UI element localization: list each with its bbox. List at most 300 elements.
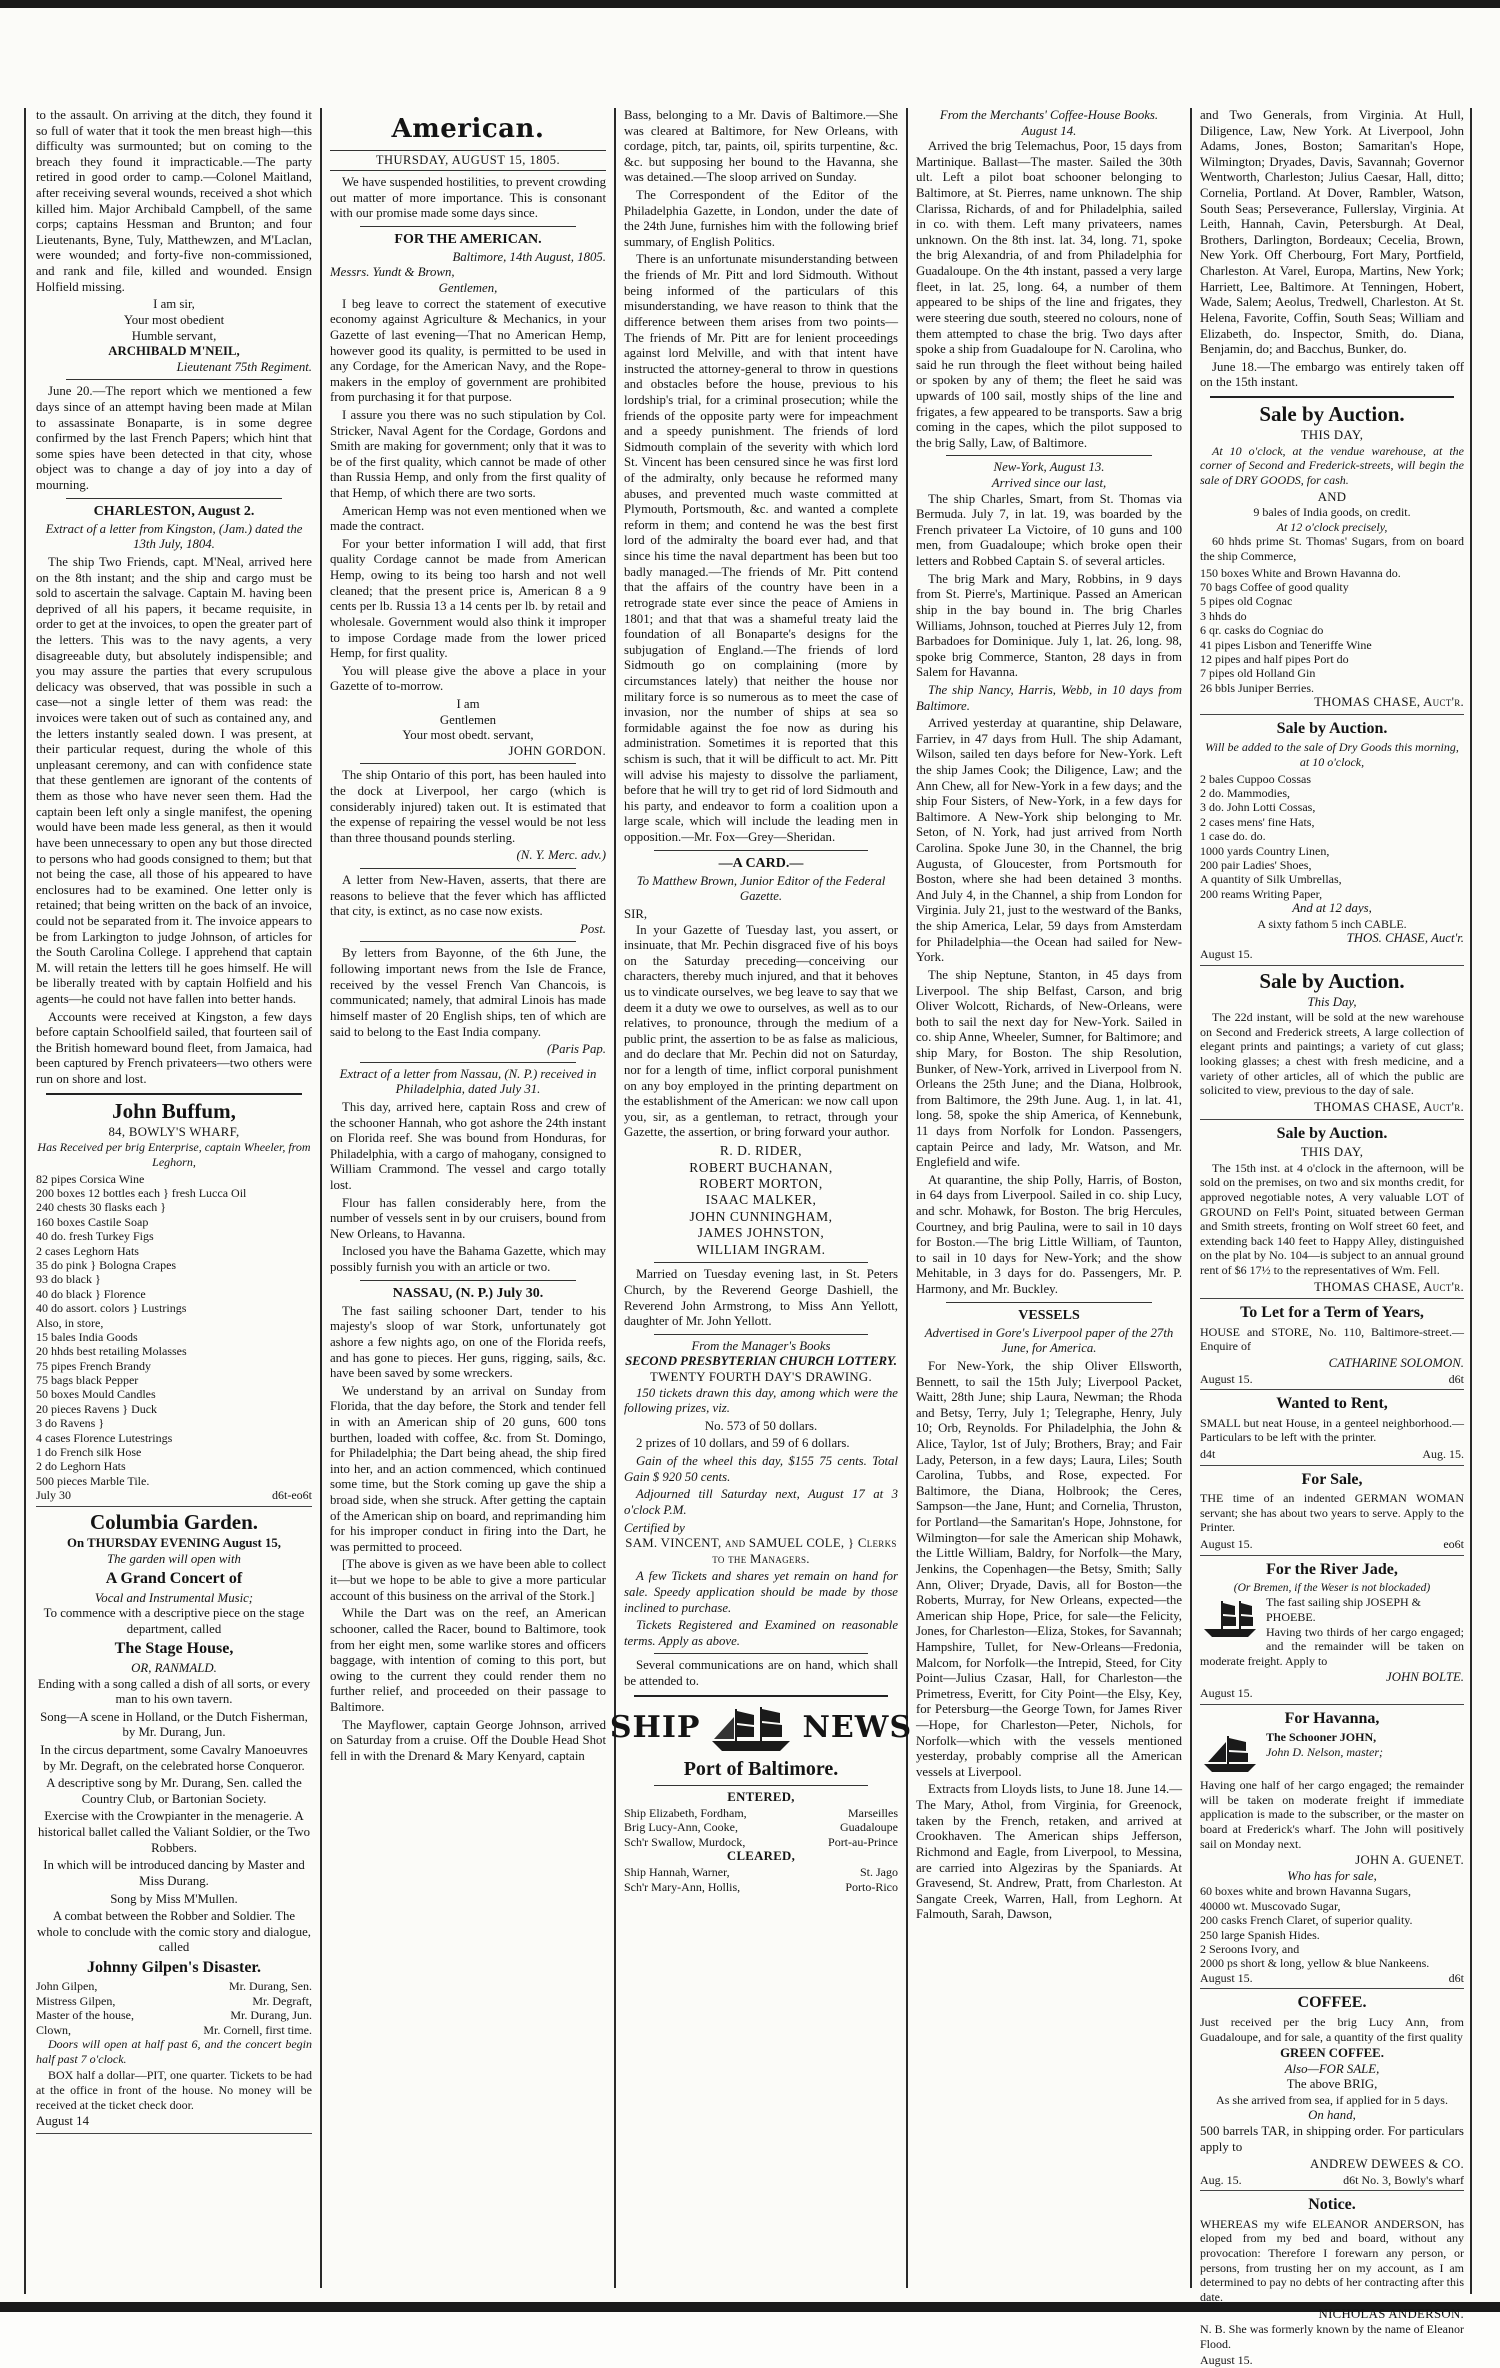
lottery-text: No. 573 of 50 dollars. (704, 1418, 818, 1433)
auction-text: 60 hhds prime St. Thomas' Sugars, from on board the ship Commerce, (1200, 534, 1464, 564)
havanna-master: John D. Nelson, master; (1266, 1744, 1383, 1759)
garden-text: To commence with a descriptive piece on the stage department, called (43, 1606, 305, 1636)
ny-paragraph: The ship Charles, Smart, from St. Thomas via Bermuda. July 7, in lat. 19, was boarded by the French privateer La Victoire, of 10 guns and 100 men, from Guadaloupe; which broke open their letters and Robbed Captain S. of several articles. (916, 491, 1182, 569)
wanted-text: SMALL but neat House, in a genteel neighborhood.—Particulars to be left with the printer. (1200, 1415, 1464, 1445)
lottery-text: 2 prizes of 10 dollars, and 59 of 6 dollars. (636, 1436, 850, 1451)
suspended-paragraph: We have suspended hostilities, to prevent crowding out matter of more importance. This is consonant with our promise made some days since. (330, 174, 606, 221)
column-3 (609, 108, 913, 2288)
gilpin-cast-list (36, 1979, 312, 2037)
nassau-paragraph: This day, arrived here, captain Ross and crew of the schooner Hannah, who got ashore the 24th instant on Florida reef. She was bound from Honduras, for Philadelphia, with a cargo of mahogany, consigned to William Crammond. The vessel and cargo totally lost. (330, 1099, 606, 1192)
for-sale-text: THE time of an indented GERMAN WOMAN servant; she has about two years to serve. Apply to the Printer. (1200, 1491, 1464, 1535)
communications-note: Several communications are on hand, which shall be attended to. (624, 1658, 898, 1688)
paper-title: American. (391, 114, 545, 144)
coffee-text: As she arrived from sea, if applied for in 5 days. (1216, 2093, 1448, 2108)
auction-text: The 22d instant, will be sold at the new warehouse on Second and Frederick streets, A large collection of elegant prints and paintings; a variety of cut glass; looking glasses; a chest with fresh medicine, and a variety of other articles, all of which the public are solicited to view, previous to the day of sale. (1200, 1010, 1464, 1098)
notice-sign: NICHOLAS ANDERSON. (1318, 2306, 1464, 2321)
vessel-row-name: Ship Hannah, Warner, (624, 1865, 730, 1880)
entered-heading: ENTERED, (727, 1789, 795, 1804)
charleston-dateline: CHARLESTON, August 2. (93, 503, 255, 519)
list-item: 2 bales Cuppoo Cossas (1200, 771, 1311, 786)
garden-date-footer: August 14 (36, 2114, 89, 2129)
to-let-sign: CATHARINE SOLOMON. (1328, 1356, 1464, 1371)
auction-text: At 12 o'clock precisely, (1276, 519, 1388, 534)
telemachus-paragraph: Arrived the brig Telemachus, Poor, 15 days from Martinique. Ballast—The master. Sailed the 30th ult. Left a pilot boat schooner belonging to Baltimore, at St. Pierres, name unknown. The ship Clarissa, Richards, of and for Philadelphia, sailed in co. with them. Left many privateers, names unknown. On the 8th inst. lat. 34, long. 71, spoke the brig Alexandria, of and from Philadelphia for Guadaloupe. On the 4th instant, passed a very large fleet, in lat. 25, long. 64, a number of them appeared to be ships of the line and frigates, they were steering due south, steered no colours, none of them attempted to chase the brig. Two days after spoke a ship from Guadaloupe for N. Carolina, who said he run through the fleet without being hailed or spoken by any of them; the fleet he said was upwards of 100 sail, mostly ships of the line and frigates, a few appeared to be transports. Saw a brig coming in the capes, which the pilot supposed to the brig Sally, Law, of Baltimore. (916, 139, 1182, 450)
list-item: Also, in store, (36, 1315, 104, 1330)
auction-sign: THOMAS CHASE, Auct'r. (1314, 695, 1464, 710)
nassau-paragraph: The fast sailing schooner Dart, tender to his majesty's sloop of war Stork, unfortunately got ashore a few nights ago, on one of the Florida reefs, and has gone to pieces. Her guns, rigging, sails, &c. have been saved by some wreckers. (330, 1303, 606, 1381)
closing-line: Humble servant, (131, 328, 217, 343)
coffee-text: Just received per the brig Lucy Ann, from Guadaloupe, and for sale, a quantity of the first quality (1200, 2014, 1464, 2044)
auction-text: At 10 o'clock, at the vendue warehouse, at the corner of Second and Frederick-streets, will begin the sale of DRY GOODS, for cash. (1200, 443, 1464, 487)
assault-paragraph: to the assault. On arriving at the ditch, they found it so full of water that it took the men breast high—this difficulty was surmounted; but on coming to the breach they found it impracticable.—The party retired in good order to camp.—Colonel Maitland, after receiving several wounds, received a shot which killed him. Major Archibald Campbell, of the same corps; captains Hessman and Brunton; and four Lieutenants, Byne, Tuly, Matthewzen, and M'Laclan, were wounded; and forty-five non-commissioned, and rank and file, killed and wounded. Ensign Holfield missing. (36, 108, 312, 294)
cast-row-detail: Mr. Durang, Jun. (230, 2008, 312, 2023)
married-paragraph: Married on Tuesday evening last, in St. Peters Church, by the Reverend George Dashiell, the Reverend John Armstrong, to Miss Ann Yellott, daughter of Mr. John Yellott. (624, 1267, 898, 1329)
garden-stage-sub: OR, RANMALD. (131, 1660, 217, 1675)
source-note: Post. (580, 921, 606, 936)
list-item: 93 do black } (36, 1272, 101, 1287)
list-item: 70 bags Coffee of good quality (1200, 580, 1349, 595)
ny-paragraph: The ship Neptune, Stanton, in 45 days from Liverpool. The ship Belfast, Carson, and brig Oliver Wolcott, Richards, of New-Orleans, were both to sail the next day for New-York. Sailed in co. ship Anne, Wheeler, Sumner, for Baltimore; and ship Mary, for Boston. The ship Resolution, Bunker, of New-York, arrived in Liverpool from N. Orleans the 25th June; and the Diana, Holbrook, from Baltimore, the 29th June. Aug. 1, in lat. 41, long. 58, spoke the ship America, of Kennebunk, 11 days from Norfolk for London. Passengers, captain Peirce and lady, Mr. Watson, and Mr. Englefield and wife. (916, 967, 1182, 1170)
scan-edge-top (0, 0, 1500, 8)
ship-news-right: NEWS (802, 1710, 913, 1746)
vessel-row-name: Brig Lucy-Ann, Cooke, (624, 1820, 738, 1835)
divider (946, 455, 1152, 456)
list-item: 200 pair Ladies' Shoes, (1200, 857, 1312, 872)
auction-sign: THOMAS CHASE, Auct'r. (1314, 1099, 1464, 1114)
list-item: 1 case do. do. (1200, 829, 1266, 844)
list-item: 82 pipes Corsica Wine (36, 1171, 145, 1186)
divider (946, 1302, 1152, 1303)
vessel-row-detail: Porto-Rico (845, 1879, 898, 1894)
kingston-extract-title: Extract of a letter from Kingston, (Jam.) dated the 13th July, 1804. (45, 521, 303, 552)
divider (66, 379, 282, 380)
source-note: (Paris Pap. (546, 1042, 606, 1057)
letter-recipient: Messrs. Yundt & Brown, (330, 265, 455, 280)
list-item: 2 cases Leghorn Hats (36, 1243, 139, 1258)
auction-ad-1 (1200, 403, 1464, 715)
hemp-paragraph: I beg leave to correct the statement of executive economy against Agriculture & Mechanics, in your Gazette of last evening—That no American Hemp, however good its quality, is permitted to be used in any Cordage, for the American Navy, and the Rope-makers in the employ of government are prohibited from purchasing it for that purpose. (330, 296, 606, 405)
list-item: 40 do. fresh Turkey Figs (36, 1229, 154, 1244)
nassau-dateline: NASSAU, (N. P.) July 30. (392, 1285, 544, 1301)
havanna-footer (1200, 1971, 1464, 1986)
divider (66, 498, 282, 499)
to-let-footer (1200, 1372, 1464, 1387)
coffee-house-date: August 14. (1021, 123, 1077, 138)
buffum-intro: Has Received per brig Enterprise, captain Wheeler, from Leghorn, (37, 1140, 311, 1169)
garden-date: On THURSDAY EVENING August 15, (67, 1535, 281, 1550)
garden-text: Song—A scene in Holland, or the Dutch Fisherman, by Mr. Durang, Jun. (40, 1709, 308, 1740)
list-item: 26 bbls Juniper Berries. (1200, 680, 1314, 695)
havanna-date: August 15. (1200, 1970, 1253, 1985)
garden-ad (36, 1511, 312, 2134)
cast-row (36, 2008, 312, 2022)
to-let-mark: d6t (1448, 1371, 1464, 1386)
auction-title: Sale by Auction. (1259, 968, 1405, 993)
divider (654, 1653, 868, 1654)
list-item: 35 do pink } Bologna Crapes (36, 1257, 177, 1272)
card-paragraph: In your Gazette of Tuesday last, you assert, or insinuate, that Mr. Pechin disgraced five of his boys on the Saturday preceding—conceiving our characters, thereby much injured, and that it behoves us to vindicate ourselves, we beg leave to say that we deem it a duty we owe to ourselves, as well as to our relatives, to pronounce, through the medium of a public print, the assertion to be as false as malicious, and do declare that Mr. Pechin did not on Saturday, nor for a length of time, inflict corporal punishment on any boy employed in the printing department on the establishment of the American: we now call upon you, sir, as a gentleman, to retract, through your Gazette, the assertion, or bring forward your author. (624, 922, 898, 1140)
coffee-house-source: From the Merchants' Coffee-House Books. (939, 108, 1159, 122)
card-recipient: To Matthew Brown, Junior Editor of the Federal Gazette. (636, 873, 886, 904)
divider (634, 1695, 888, 1697)
buffum-title: John Buffum, (112, 1098, 236, 1123)
cast-row (36, 2023, 312, 2037)
coffee-tar: 500 barrels TAR, in shipping order. For particulars apply to (1200, 2123, 1464, 2155)
auction-title: Sale by Auction. (1259, 401, 1405, 426)
cast-row-name: John Gilpen, (36, 1979, 98, 1994)
vessel-row (624, 1880, 898, 1895)
list-item: 15 bales India Goods (36, 1329, 138, 1344)
river-jade-sub: (Or Bremen, if the Weser is not blockaded) (1233, 1582, 1431, 1595)
garden-text: Ending with a song called a dish of all sorts, or every man to his own tavern. (37, 1676, 311, 1707)
bass-paragraph: Bass, belonging to a Mr. Davis of Baltimore.—She was cleared at Baltimore, for New Orleans, with cordage, pitch, tar, paints, oil, spirits turpentine, &c. &c. but supposing her bound to the Havanna, she was detained.—The sloop arrived on Sunday. (624, 108, 898, 185)
auction-text: And at 12 days, (1292, 901, 1372, 916)
column-5 (1192, 108, 1472, 2368)
vessel-row-detail: Guadaloupe (840, 1820, 898, 1835)
list-item: 250 large Spanish Hides. (1200, 1927, 1320, 1942)
cast-row-detail: Mr. Degraft, (252, 1993, 312, 2008)
coffee-hand: On hand, (1308, 2107, 1356, 2122)
list-item: 40 do assort. colors } Lustrings (36, 1301, 187, 1316)
coffee-date: Aug. 15. (1200, 2172, 1242, 2187)
closing-line: I am (456, 696, 480, 711)
list-item: 7 pipes old Holland Gin (1200, 666, 1316, 681)
for-sale-mark: eo6t (1443, 1537, 1464, 1552)
auction-sign: THOMAS CHASE, Auct'r. (1314, 1279, 1464, 1294)
list-item: 150 boxes White and Brown Havanna do. (1200, 565, 1401, 580)
entered-list (624, 1806, 898, 1850)
coffee-brig: The above BRIG, (1286, 2077, 1378, 2092)
nassau-paragraph: We understand by an arrival on Sunday from Florida, that the day before, the Stork and tender fell in with an American ship of 20 guns, 600 tons burthen, loaded with coffee, &c. from St. Domingo, for Philadelphia; the Dart being ahead, the ship fired into her, and an action commenced, which continued some time, but the Stork coming up gave the ship a broad side, when she struck. After getting the captain of the American ship on board, and reprimanding him for his improper conduct in firing into the Dart, he was permitted to proceed. (330, 1383, 606, 1554)
wanted-ad (1200, 1394, 1464, 1465)
coffee-ad (1200, 1993, 1464, 2191)
coffee-title: COFFEE. (1297, 1994, 1367, 2012)
auction-ad-3 (1200, 970, 1464, 1120)
auction-sign: THOS. CHASE, Auct'r. (1346, 931, 1464, 946)
garden-text: In the circus department, some Cavalry Manoeuvres by Mr. Degraft, on the celebrated horse Conqueror. (40, 1743, 308, 1773)
wanted-date: Aug. 15. (1422, 1447, 1464, 1462)
garden-text: Exercise with the Crowpianter in the menagerie. A historical ballet called the Valiant Soldier, or the Two Robbers. (37, 1809, 311, 1855)
divider (360, 226, 576, 227)
ship-icon (1200, 1597, 1260, 1641)
card-signatories (624, 1143, 898, 1258)
signatory-name: JAMES JOHNSTON, (697, 1225, 825, 1241)
wanted-title: Wanted to Rent, (1276, 1395, 1388, 1413)
auction-day: THIS DAY, (1300, 1145, 1364, 1160)
divider (360, 868, 576, 869)
river-jade-date: August 15. (1200, 1686, 1253, 1700)
buffum-date: July 30 (36, 1488, 72, 1503)
lottery-clerks: SAM. VINCENT, and SAMUEL COLE, } Clerks to the Managers. (625, 1536, 897, 1566)
lottery-source: From the Manager's Books (691, 1338, 831, 1353)
notice-ad (1200, 2195, 1464, 2368)
notice-text: WHEREAS my wife ELEANOR ANDERSON, has eloped from my bed and board, without any provocation: Therefore I forewarn any person, or persons, from trusting her on my account, as I am determined to pay no debts of her contracting after this date. (1200, 2216, 1464, 2304)
list-item: 200 reams Writing Paper, (1200, 886, 1323, 901)
auction-text: The 15th inst. at 4 o'clock in the afternoon, will be sold on the premises, on two and six months credit, for approved negotiable notes, A very valuable LOT of GROUND on Fell's Point, situated between German and Smith streets, fronting on Wolf street 60 feet, and extending back 140 feet to Happy Alley, distinguished on the plat by No. 104—is subject to an annual ground rent of $6 17½ to the representatives of Wm. Fell. (1200, 1160, 1464, 1278)
signatory-name: ROBERT MORTON, (699, 1176, 823, 1192)
vessel-row (624, 1865, 898, 1880)
nassau-paragraph: The Mayflower, captain George Johnson, arrived on Saturday from a cruise. Off the Double Head Shot fell in with the Drenard & Mary Kenyard, captain (330, 1717, 606, 1763)
buffum-ad (36, 1100, 312, 1507)
havanna-mark: d6t (1448, 1970, 1464, 1985)
garden-concert: A Grand Concert of (105, 1570, 243, 1588)
lottery-text: 150 tickets drawn this day, among which were the following prizes, viz. (624, 1385, 898, 1416)
list-item: 3 hhds do (1200, 608, 1247, 623)
list-item: 1 do French silk Hose (36, 1445, 142, 1460)
auction-date: August 15. (1200, 946, 1253, 961)
ny-paragraph: The brig Mark and Mary, Robbins, in 9 days from St. Pierre's, Martinique. Passed an American ship in the bay bound in. The brig Charles Williams, Johnson, touched at Pierres July 12, from Barbadoes for Dominique. July 1, lat. 26, long. 98, spoke brig Commerce, Stanton, 28 days in from Salem for Havanna. (916, 571, 1182, 680)
havanna-item-list (1200, 1884, 1464, 1970)
garden-open: The garden will open with (107, 1551, 241, 1566)
nassau-paragraph: [The above is given as we have been able to collect it—but we hope to be able to give a more particular account of this business on the arrival of the Stork.] (330, 1557, 606, 1603)
auction-day: THIS DAY, (1300, 428, 1364, 443)
coffee-mark: d6t No. 3, Bowly's wharf (1343, 2172, 1464, 2187)
source-note: (N. Y. Merc. adv.) (516, 848, 606, 863)
list-item: 160 boxes Castile Soap (36, 1214, 149, 1229)
list-item: 75 pipes French Brandy (36, 1358, 151, 1373)
river-jade-text: Having two thirds of her cargo engaged; and the remainder will be taken on moderate freight. Apply to (1200, 1624, 1464, 1668)
for-sale-title: For Sale, (1301, 1470, 1363, 1488)
list-item: 2 do. Mammodies, (1200, 785, 1290, 800)
buffum-item-list (36, 1172, 312, 1489)
closing-line: I am sir, (153, 297, 195, 312)
letter-date: Baltimore, 14th August, 1805. (452, 249, 606, 264)
list-item: 3 do. John Lotti Cossas, (1200, 800, 1316, 815)
divider (654, 1262, 868, 1263)
list-item: 5 pipes old Cognac (1200, 594, 1293, 609)
generals-paragraph: and Two Generals, from Virginia. At Hull, Diligence, Law, New York. At Liverpool, John Adams, Jones, Boston; Samaritan's Hope, Wilmington; Dryades, Davis, Savannah; Governor Wentworth, Charleston; Julius Caesar, Hall, ditto; Cornelia, Portland. At Dover, Rambler, Watson, South Seas; Perseverance, Fullerslay, Virginia. At Leith, Hannah, Cavin, Petersburgh. At Deal, Brothers, Darlington, Bordeaux; Cecelia, Brown, New York. Off Cherbourg, Fort Mary, Portfield, Charleston. At Varel, Europa, Martins, New York; Harriett, Lee, Baltimore. At Tenningen, Hobert, Wade, Salem; Aeolus, Tredwell, Charleston. At St. Helena, Favorite, Coffin, South Seas; William and Elizabeth, do. Inspector, Smith, do. Diana, Benjamin, do; and Bacchus, Bunker, do. (1200, 108, 1464, 357)
for-sale-ad (1200, 1470, 1464, 1556)
list-item: 2000 ps short & long, yellow & blue Nankeens. (1200, 1956, 1430, 1971)
coffee-green: GREEN COFFEE. (1280, 2046, 1384, 2061)
divider (360, 763, 576, 764)
signatory-name: ISAAC MALKER, (705, 1192, 817, 1208)
list-item: 200 casks French Claret, of superior quality. (1200, 1913, 1413, 1928)
wanted-footer (1200, 1447, 1464, 1462)
auction-and: AND (1317, 489, 1347, 504)
auction-ad-4 (1200, 1124, 1464, 1300)
kingston-paragraph: The ship Two Friends, capt. M'Neal, arrived here on the 8th instant; and the ship and cargo must be sold to ascertain the salvage. Captain M. having been deprived of all his papers, it became requisite, in order to get at the invoices, to open the greater part of the letters. This was to the navy agents, a very disagreeable duty, but absolutely indispensible; and you may assure the parties that every scrupulous delicacy was observed, that was possible in such a case—not a single letter of them was read: the invoices were taken out of such as contained any, and the letters instantly sealed down. I was present, at their particular request, during the whole of this unpleasant ceremony, and can with confidence state that these gentlemen are ignorant of the contents of them as those who have never seen them. Had the captain been left only a single manifest, the opening would have been made less general, as then it would have been unnecessary to open any but those directed to persons who had goods consigned to them; but that not being the case, all those of his appeared to have enclosures had to be examined. One letter only is retained; that being written on the back of an invoice, could not be separated from it. The invoice appears to be from Larkington to judge Johnson, of articles for the South Carolina College. I apprehend that captain M. will retain the letters till he goes himself. He will be liberally treated with by captain Holfield and his agents—he could not have fallen into better hands. (36, 554, 312, 1006)
garden-text: Song by Miss M'Mullen. (110, 1891, 238, 1906)
signatory-name: R. D. RIDER, (719, 1143, 803, 1159)
hemp-paragraph: I assure you there was no such stipulation by Col. Stricker, Naval Agent for the Cordage, Gordons and Smith are making for government; only that it was to be of the first quality, which cannot be made of other than Russia Hemp, and only from the first quality of that Hemp, of which there are two sorts. (330, 407, 606, 501)
vessel-row-detail: Port-au-Prince (828, 1834, 898, 1849)
lottery-title: SECOND PRESBYTERIAN CHURCH LOTTERY. (625, 1354, 897, 1369)
lottery-certified: Certified by (624, 1520, 685, 1535)
ny-paragraph: At quarantine, the ship Polly, Harris, of Boston, in 64 days from Liverpool. Sailed in co. ship Lucy, and schr. Mohawk, for Boston. The brig Hercules, Courtney, and brig Paulina, were to sail in 10 days for Boston.—The brig Little William, of Taunton, to sail in 10 days for New-York; and the show Mehitable, in 3 days for do. Passengers, Mr. P. Harmony, and Mr. Buckley. (916, 1172, 1182, 1297)
lottery-text: A few Tickets and shares yet remain on hand for sale. Speedy application should be made by those inclined to purchase. (624, 1569, 898, 1615)
for-sale-footer (1200, 1537, 1464, 1552)
ship-news-banner (609, 1703, 913, 1755)
havanna-ad (1200, 1709, 1464, 1990)
list-item: 2 cases mens' fine Hats, (1200, 814, 1315, 829)
lloyds-paragraph: Extracts from Lloyds lists, to June 18. June 14.—The Mary, Athol, from Virginia, for Greenock, taken by the French, retaken, and arrived at Crookhaven. The American ships Jefferson, Richmond and Eagle, from Liverpool, to Messina, are carried into Algeziras by the Spaniards. At Gravesend, St. Andrew, Pratt, from Charleston. At Sangate Creek, Warren, Hall, from Leghorn. At Falmouth, Sarah, Dawson, (916, 1782, 1182, 1922)
nassau-paragraph: Flour has fallen considerably here, from the number of vessels sent in by our cruisers, bound from New Orleans, to Havanna. (330, 1195, 606, 1241)
cast-row-detail: Mr. Durang, Sen. (229, 1979, 312, 1994)
river-jade-sign: JOHN BOLTE. (1386, 1670, 1464, 1685)
garden-title: Columbia Garden. (89, 1509, 259, 1534)
notice-title: Notice. (1308, 2196, 1356, 2214)
hemp-paragraph: For your better information I will add, that first quality Cordage cannot be made from American Hemp, owing to its being too harsh and not well cleaned; that the present price is, American 8 a 9 cents per lb. Russia 13 a 14 cents per lb. by retail and wholesale. Government would also think it improper to impose Cordage made from the lower priced Hemp, for first quality. (330, 536, 606, 661)
to-let-date: August 15. (1200, 1371, 1253, 1386)
to-let-text: HOUSE and STORE, No. 110, Baltimore-street.—Enquire of (1200, 1324, 1464, 1354)
vessel-row-detail: Marseilles (848, 1805, 898, 1820)
ny-dateline: New-York, August 13. (993, 460, 1105, 475)
vessels-heading: VESSELS (1018, 1307, 1080, 1323)
ny-paragraph: Arrived yesterday at quarantine, ship Delaware, Farriev, in 47 days from Hull. The ship Adamant, Wilson, sailed ten days before for New-York. Left the ship James Cook; the Diligence, Law; and the Ann Chew, all for New-York in a few days; and the ship Four Sisters, of New-York, in a few days for Baltimore. A New-York ship belonging to Mr. Seton, of N. York, had just arrived from North Carolina. Spoke June 30, in the Channel, the brig Augusta, of Gloucester, from Portsmouth for Boston, where she had been detained 3 months. And July 4, in the Channel, a ship from London for Virginia. July 21, just to the westward of the Banks, the ship America, Lelar, 59 days from Amsterdam for Philadelphia—the Ocean had sailed for New-York. (916, 716, 1182, 965)
cleared-heading: CLEARED, (726, 1849, 796, 1864)
coffee-also: Also—FOR SALE, (1284, 2061, 1380, 2076)
signature-name: JOHN GORDON. (508, 743, 606, 758)
divider (654, 1334, 868, 1335)
vessels-paragraph: For New-York, the ship Oliver Ellsworth, Bennett, to sail the 15th July; Liverpool Packet, Waitt, 28th June; ship Laura, Newman; the Rhoda and Betsy, Terry, July 1; Telegraphe, Henry, July 10; Orb, Reynolds. For Philadelphia, the John & Alice, Taylor, 1st of July; Brothers, Bray; and Fair Lady, Peterson, in a few days; Laura, Liles; South Carolina, Tubbs, and Rose, expected. For Baltimore, the Diana, Holbrook; the Ceres, Sampson—the Jane, Hunt; and Cornelia, Thruston, for Portland—the Samaritan's Hope, Johnstone, for Wilmington—for sale the American ship Mohawk, the Little William, Baldry, for Norfolk—the Mary, Jenkins, the Copenhagen—the Betsy, Smith; Sally Ann, Oliver; Dryade, Davis, all for Boston—the Roberts, Murray, for New Orleans, expected—the American ship Hope, Price, for sale—the Felicity, Jones, for Charleston—Eliza, Stokes, for Savannah; Hampshire, Tullet, for New-Orleans—Fredonia, Malcom, for Norfolk—the Intrepid, Steed, for City Point—Julius Czasar, Hall, for Charleston—the Primetress, Everitt, for City Point—the Elsy, Key, for Petersburg—the George Town, for James River—Hope, for Charleston—Peter, Nichols, for Norfolk—which with the vessels mentioned yesterday, probably comprise all the American vessels at Liverpool. (916, 1359, 1182, 1779)
list-item: 50 boxes Mould Candles (36, 1387, 156, 1402)
divider (360, 941, 576, 942)
nassau-paragraph: While the Dart was on the reef, an American schooner, called the Racer, bound to Baltimore, took from her eight men, some warlike stores and officers baggage, with intention of coming to this port, but owing to the current they could render them no further relief, and proceeded on their passage to Baltimore. (330, 1606, 606, 1714)
list-item: 1000 yards Country Linen, (1200, 843, 1330, 858)
vessel-row-detail: St. Jago (859, 1865, 898, 1880)
column-4 (908, 108, 1190, 2288)
vessel-row-name: Sch'r Mary-Ann, Hollis, (624, 1879, 741, 1894)
newhaven-paragraph: A letter from New-Haven, asserts, that there are reasons to believe that the fever which has afflicted that city, is extinct, as no case now exists. (330, 873, 606, 919)
june20-paragraph: June 20.—The report which we mentioned a few days since of an attempt having been made at Milan to assassinate Bonaparte, is in some degree confirmed by the last French Papers; which hint that some spies have been detected in that city, whose object was to change a day of joy into a day of mourning. (36, 384, 312, 493)
vessel-row-name: Sch'r Swallow, Murdock, (624, 1834, 746, 1849)
list-item: 240 chests 30 flasks each } (36, 1200, 167, 1215)
cast-row-name: Clown, (36, 2022, 72, 2037)
signatory-name: ROBERT BUCHANAN, (689, 1159, 833, 1175)
auction-title: Sale by Auction. (1276, 719, 1388, 737)
divider (654, 1785, 868, 1786)
divider (1210, 396, 1454, 398)
garden-doors: Doors will open at half past 6, and the concert begin half past 7 o'clock. (36, 2037, 312, 2066)
for-sale-date: August 15. (1200, 1537, 1253, 1552)
list-item: 60 boxes white and brown Havanna Sugars, (1200, 1884, 1411, 1899)
lottery-day: TWENTY FOURTH DAY'S DRAWING. (650, 1370, 872, 1385)
havanna-also: Who has for sale, (1287, 1868, 1377, 1883)
havanna-sub: The Schooner JOHN, (1266, 1730, 1377, 1745)
list-item: 20 hhds best retailing Molasses (36, 1344, 187, 1359)
list-item: 4 cases Florence Lutestrings (36, 1430, 173, 1445)
nassau-extract-title: Extract of a letter from Nassau, (N. P.) received in Philadelphia, dated July 31. (339, 1066, 597, 1097)
river-jade-title: For the River Jade, (1266, 1560, 1398, 1578)
buffum-mark: d6t-eo6t (272, 1488, 312, 1503)
ny-paragraph: The ship Nancy, Harris, Webb, in 10 days from Baltimore. (916, 682, 1182, 713)
signatory-name: WILLIAM INGRAM. (696, 1241, 826, 1257)
havanna-sign: JOHN A. GUENET. (1355, 1853, 1464, 1868)
embargo-paragraph: June 18.—The embargo was entirely taken off on the 15th instant. (1200, 359, 1464, 390)
signature-name: ARCHIBALD M'NEIL, (108, 344, 240, 359)
cast-row-name: Mistress Gilpen, (36, 1993, 116, 2008)
list-item: A quantity of Silk Umbrellas, (1200, 872, 1342, 887)
for-american-heading: FOR THE AMERICAN. (394, 231, 542, 247)
buffum-footer (36, 1488, 312, 1503)
column-1 (28, 108, 320, 2288)
vessels-subheading: Advertised in Gore's Liverpool paper of the 27th June, for America. (924, 1325, 1174, 1356)
lottery-text: Gain of the wheel this day, $155 75 cents. Total Gain $ 920 50 cents. (624, 1454, 898, 1484)
coffee-sign: ANDREW DEWEES & CO. (1309, 2157, 1464, 2171)
hemp-paragraph: American Hemp was not even mentioned when we made the contract. (330, 503, 606, 534)
coffee-footer (1200, 2173, 1464, 2188)
ship-icon (706, 1703, 796, 1755)
garden-prices: BOX half a dollar—PIT, one quarter. Tickets to be had at the office in front of the house. No money will be received at the ticket check door. (36, 2068, 312, 2112)
list-item: 75 bags black Pepper (36, 1373, 139, 1388)
garden-text: In which will be introduced dancing by Master and Miss Durang. (43, 1858, 305, 1888)
garden-music: Vocal and Instrumental Music; (94, 1590, 254, 1605)
cleared-list (624, 1865, 898, 1894)
auction-item-list (1200, 566, 1464, 696)
notice-date: August 15. (1200, 2353, 1253, 2368)
list-item: 200 boxes 12 bottles each } fresh Lucca Oil (36, 1185, 247, 1200)
auction-title: Sale by Auction. (1276, 1124, 1388, 1142)
havanna-text: Having one half of her cargo engaged; the remainder will be taken on moderate freight if immediate application is made to the subscriber, or the master on board at Frederick's wharf. The John will positively sail on Monday next. (1200, 1778, 1464, 1851)
list-item: 40 do black } Florence (36, 1286, 146, 1301)
closing-line: Gentlemen (439, 712, 497, 727)
auction-text: A sixty fathom 5 inch CABLE. (1257, 916, 1407, 931)
nassau-paragraph: Inclosed you have the Bahama Gazette, which may possibly furnish you with an article or two. (330, 1244, 606, 1275)
cast-row-detail: Mr. Cornell, first time. (203, 2022, 312, 2037)
accounts-paragraph: Accounts were received at Kingston, a few days before captain Schoolfield sailed, that fourteen sail of the British homeward bound fleet, from Jamaica, had been captured by French privateers—two others were run on shore and lost. (36, 1009, 312, 1087)
notice-text: N. B. She was formerly known by the name of Eleanor Flood. (1200, 2322, 1464, 2351)
to-let-ad (1200, 1303, 1464, 1390)
list-item: 40000 wt. Muscovado Sugar, (1200, 1898, 1341, 1913)
vessel-row-name: Ship Elizabeth, Fordham, (624, 1805, 747, 1820)
page-frame (24, 108, 1472, 2368)
auction-item-list (1200, 772, 1464, 902)
cast-row-name: Master of the house, (36, 2008, 134, 2023)
list-item: 500 pieces Marble Tile. (36, 1473, 150, 1488)
politics-paragraph: There is an unfortunate misunderstanding between the friends of Mr. Pitt and lord Sidmouth. Without being informed of the particulars of this misunderstanding, we have reason to think that the difference between them arises from two points—The friends of Mr. Pitt are for lenient proceedings against lord Melville, and with that intent have instructed the attorney-general to throw in questions and obstacles before the house, previous to his lordship's trial, for a criminal prosecution; while the friends of the opposite party were for impeachment and a speedy punishment. The friends of lord Sidmouth complain of the severity with which lord St. Vincent has been censured since he was first lord of the admiralty, only because he reformed many abuses, and prevented much waste committed at Plymouth, Portsmouth, &c. and wanted a complete reform in them; and contend he was the best first lord of the admiralty the board ever had, and that since his time the naval department has been but too badly managed.—The friends of Mr. Pitt contend that the affairs of the country have been in a retrograde state ever since the peace of Amiens in 1801; and that that was a shameful treaty laid the foundation of all Bonaparte's designs for the subjugation of England.—The friends of lord Sidmouth go on complaining (more by circumstances lately) that neither the house nor military force is so numerous as to meet the case of invasion, nor the number of ships at sea so formidable against the foe now as during his administration. Sometimes it is reported that this schism is such, that it will be difficult to act. Mr. Pitt will advise his majesty to dissolve the parliament, before that he will try to get rid of lord Sidmouth and his party, and endeavor to form a coalition upon a large scale, which will include the leading men in opposition.—Mr. Fox—Grey—Sheridan. (624, 252, 898, 845)
divider (654, 850, 868, 851)
list-item: 20 pieces Ravens } Duck (36, 1401, 158, 1416)
river-jade-ad (1200, 1560, 1464, 1705)
lottery-text: Adjourned till Saturday next, August 17 at 3 o'clock P.M. (624, 1487, 898, 1517)
ship-news-left: SHIP (609, 1710, 701, 1746)
list-item: 12 pipes and half pipes Port do (1200, 652, 1349, 666)
garden-text: A combat between the Robber and Soldier. The whole to conclude with the comic story and dialogue, called (37, 1909, 311, 1955)
river-jade-ship: The fast sailing ship JOSEPH & PHOEBE. (1266, 1595, 1421, 1624)
lottery-text: Tickets Registered and Examined on reasonable terms. Apply as above. (624, 1618, 898, 1648)
card-salutation: SIR, (624, 906, 648, 921)
list-item: 2 do Leghorn Hats (36, 1459, 126, 1474)
list-item: 3 do Ravens } (36, 1416, 105, 1431)
ny-subhead: Arrived since our last, (991, 476, 1107, 491)
correspondent-paragraph: The Correspondent of the Editor of the Philadelphia Gazette, in London, under the date of the 24th June, furnishes him with the following brief summary, of English Politics. (624, 188, 898, 249)
vessel-row (624, 1835, 898, 1850)
vessel-row (624, 1806, 898, 1821)
list-item: 6 qr. casks do Cogniac do (1200, 623, 1324, 638)
ship-icon (1200, 1732, 1260, 1776)
closing-line: Your most obedient (123, 312, 225, 327)
auction-day: This Day, (1307, 994, 1357, 1009)
gilpin-title: Johnny Gilpen's Disaster. (86, 1958, 262, 1976)
port-title: Port of Baltimore. (683, 1757, 839, 1780)
list-item: 41 pipes Lisbon and Teneriffe Wine (1200, 637, 1372, 652)
divider (46, 1093, 302, 1095)
signature-title: Lieutenant 75th Regiment. (176, 359, 312, 374)
auction-text: Will be added to the sale of Dry Goods this morning, at 10 o'clock, (1205, 740, 1459, 769)
cast-row (36, 1979, 312, 1993)
garden-text: A descriptive song by Mr. Durang, Sen. called the Country Club, or Bartonian Society. (46, 1776, 302, 1806)
letter-salutation: Gentlemen, (438, 281, 498, 296)
vessel-row (624, 1820, 898, 1835)
to-let-title: To Let for a Term of Years, (1240, 1304, 1424, 1322)
divider (360, 1280, 576, 1281)
signatory-name: JOHN CUNNINGHAM, (689, 1208, 833, 1224)
column-2 (322, 108, 614, 2288)
card-heading: —A CARD.— (718, 855, 804, 871)
closing-line: Your most obedt. servant, (402, 728, 534, 743)
list-item: 2 Seroons Ivory, and (1200, 1942, 1300, 1957)
